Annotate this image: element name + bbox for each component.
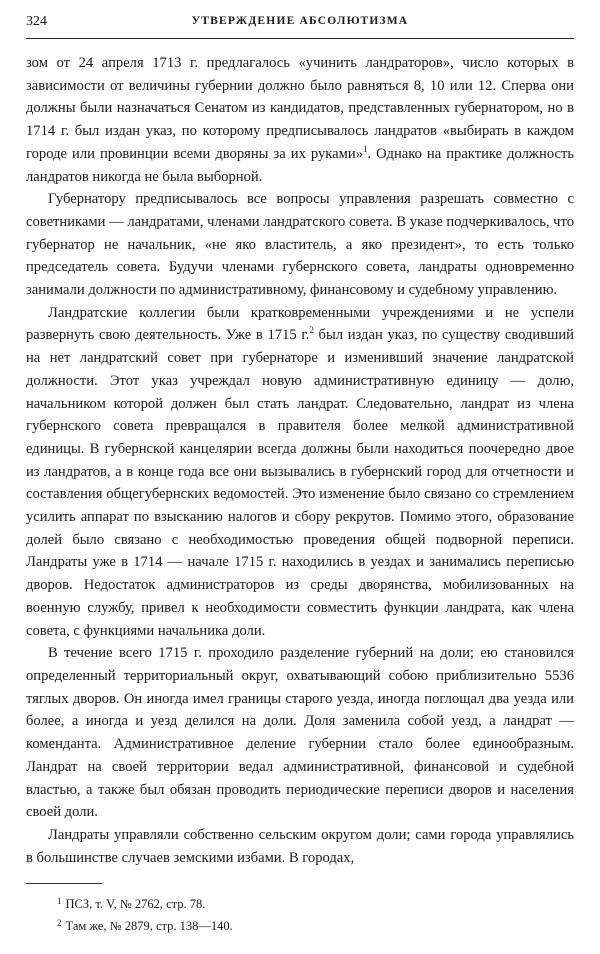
paragraph-3 xyxy=(26,302,574,643)
footnote-1-mark: 1 xyxy=(57,896,62,906)
body-text xyxy=(26,52,574,869)
paragraph-1-text-b: . Однако на практике должность ландратов никогда не была выборной. xyxy=(26,145,575,185)
paragraph-4: В течение всего 1715 г. проходило разделение губерний на доли; ею становился определенный территориальный округ, охватывающий собою приблизительно 5536 тяглых дворов. Он иногда имел границы старого уезда, иногда поглощал два уезда или более, а иногда и уезд делился на доли. Доля заменила собой уезд, а ландрат — коменданта. Административное деление губернии стало более единообразным. Ландрат на своей территории ведал административной, финансовой и судебной властью, а также был обязан проводить периодические переписи дворов и населения своей доли. xyxy=(26,645,574,821)
running-title: УТВЕРЖДЕНИЕ АБСОЛЮТИЗМА xyxy=(191,15,409,27)
footnotes xyxy=(26,892,574,936)
paragraph-5: Ландраты управляли собственно сельским округом доли; сами города управлялись в большинстве случаев земскими избами. В городах, xyxy=(26,826,574,866)
paragraph-1 xyxy=(26,52,574,188)
footnote-2-text: Там же, № 2879, стр. 138—140. xyxy=(65,919,233,933)
footnote-rule xyxy=(26,883,102,884)
paragraph-1-text-a: зом от 24 апреля 1713 г. предлагалось «учинить ландраторов», число которых в зависимости от величины губернии должно было равняться 8, 10 или 12. Сперва они должны были назначаться Сенатом из кандидатов, представленных губернатором, но в 1714 г. был издан указ, по которому предписывалось ландратов «выбирать в каждом городе или провинции всеми дворяны за их руками» xyxy=(26,55,574,162)
footnote-2 xyxy=(26,914,574,936)
footnote-1-text: ПСЗ, т. V, № 2762, стр. 78. xyxy=(65,897,206,911)
paragraph-2: Губернатору предписывалось все вопросы управления разрешать совместно с советниками — ландратами, членами ландратского совета. В указе подчеркивалось, что губернатор не начальник, «не яко властитель, а яко президент», то есть только председатель совета. Будучи членами губернского совета, ландраты одновременно занимали должности по административному, финансовому и судебному управлению. xyxy=(26,191,574,299)
header-rule xyxy=(26,38,574,39)
paragraph-3-text-b: был издан указ, по существу сводивший на нет ландратский совет при губернаторе и изменивший значение ландратской должности. Этот указ учреждал новую административную единицу — долю, начальником которой должен был стать ландрат. Следовательно, ландрат из члена губернского совета превращался в правителя более мелкой административной единицы. В губернской канцелярии всегда должны были находиться поочередно двое из ландратов, а в конце года все они вызывались в губернский город для отчетности и составления общегубернских ведомостей. Это изменение было связано со стремлением усилить аппарат по взысканию налогов и сбору рекрутов. Помимо этого, образование долей было связано с необходимостью проведения общей подворной переписи. Ландраты уже в 1714 — начале 1715 г. находились в уездах и занимались переписью дворов. Недостаток администраторов из среды дворянства, мобилизованных на военную службу, привел к необходимости совместить функции ландрата, как члена совета, с функциями начальника доли. xyxy=(26,327,574,639)
footnote-ref-2: 2 xyxy=(309,325,314,336)
footnote-2-mark: 2 xyxy=(57,918,62,928)
footnote-ref-1: 1 xyxy=(363,143,368,154)
page-header xyxy=(26,14,574,34)
paragraph-3-text-a: Ландратские коллегии были кратковременными учреждениями и не успели развернуть свою деятельность. Уже в 1715 г. xyxy=(26,304,574,344)
page-number: 324 xyxy=(26,14,47,29)
footnote-1 xyxy=(26,892,574,914)
